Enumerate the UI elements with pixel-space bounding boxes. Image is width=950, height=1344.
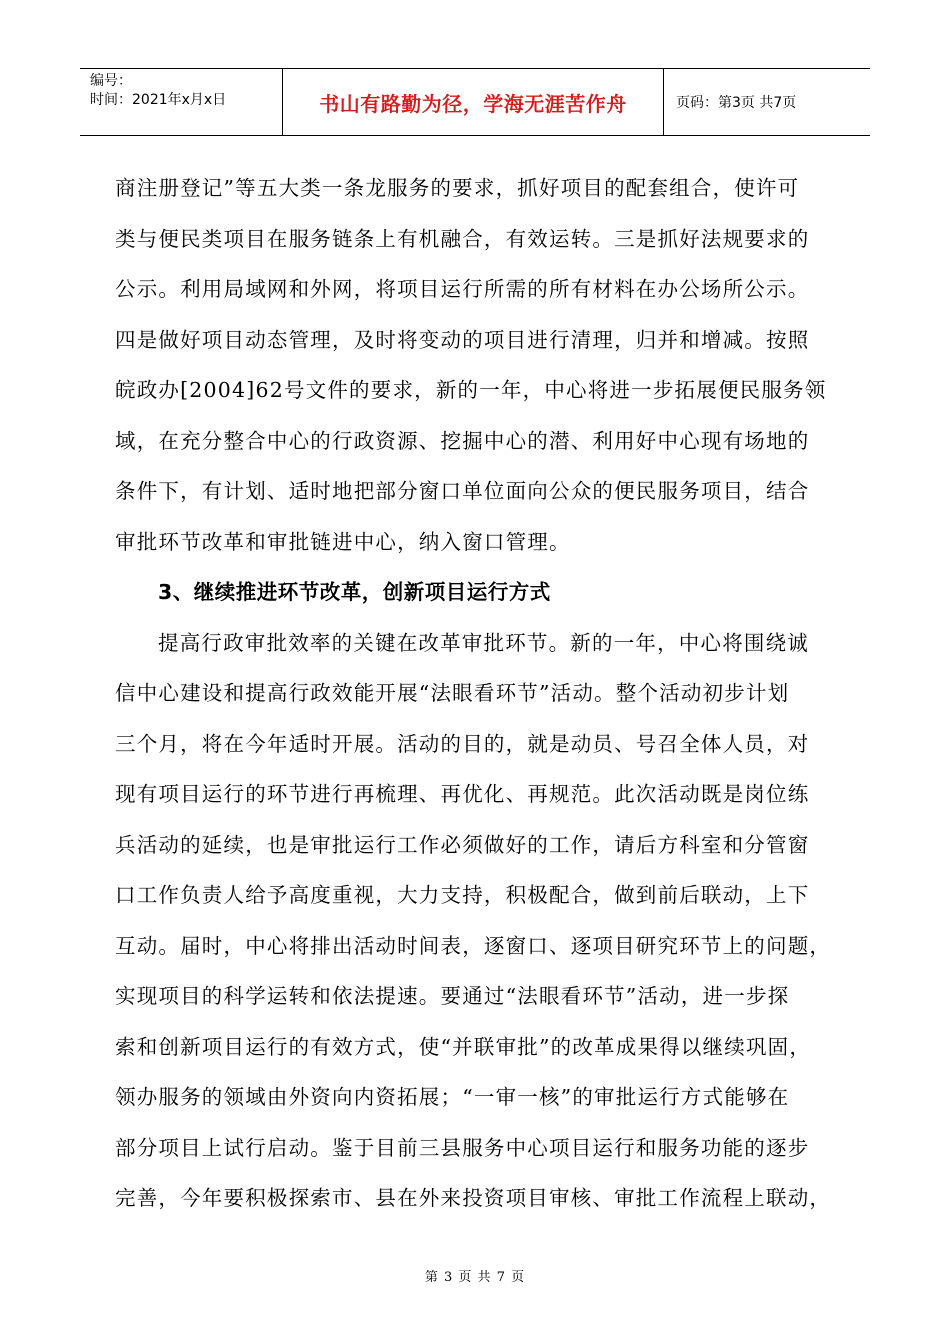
paragraph-line: 信中心建设和提高行政效能开展“法眼看环节”活动。整个活动初步计划: [115, 681, 790, 705]
paragraph-line: 完善，今年要积极探索市、县在外来投资项目审核、审批工作流程上联动，: [115, 1186, 832, 1210]
paragraph-line: 审批环节改革和审批链进中心，纳入窗口管理。: [115, 529, 571, 554]
motto-text: 书山有路勤为径，学海无涯苦作舟: [319, 91, 627, 116]
paragraph-line: 公示。利用局域网和外网，将项目运行所需的所有材料在办公场所公示。: [115, 277, 810, 301]
paragraph-line: 类与便民类项目在服务链条上有机融合，有效运转。三是抓好法规要求的: [115, 226, 810, 251]
doc-number-label: 编号：: [90, 73, 132, 89]
paragraph-line: 实现项目的科学运转和依法提速。要通过“法眼看环节”活动，进一步探: [115, 984, 790, 1008]
header-motto-cell: [283, 69, 664, 135]
paragraph-line: 部分项目上试行启动。鉴于目前三县服务中心项目运行和服务功能的逐步: [115, 1135, 810, 1160]
page-header: [80, 68, 870, 136]
footer-page-number: 第 3 页 共 7 页: [424, 1270, 526, 1285]
paragraph-line: 皖政办[2004]62号文件的要求，新的一年，中心将进一步拓展便民服务领: [115, 378, 827, 402]
paragraph-line: 现有项目运行的环节进行再梳理、再优化、再规范。此次活动既是岗位练: [115, 782, 810, 806]
document-body: [115, 168, 835, 1229]
page-info-text: 页码：第3页 共7页: [676, 95, 797, 111]
paragraph-line: 三个月，将在今年适时开展。活动的目的，就是动员、号召全体人员，对: [115, 731, 810, 756]
paragraph-line: 提高行政审批效率的关键在改革审批环节。新的一年，中心将围绕诚: [158, 630, 809, 655]
paragraph-line: 领办服务的领域由外资向内资拓展；“一审一核”的审批运行方式能够在: [115, 1085, 790, 1109]
paragraph-line: 域，在充分整合中心的行政资源、挖掘中心的潜、利用好中心现有场地的: [115, 428, 810, 453]
time-label: 时间：2021年x月x日: [90, 92, 227, 108]
page-footer: [0, 1266, 950, 1285]
paragraph-line: 条件下，有计划、适时地把部分窗口单位面向公众的便民服务项目，结合: [115, 479, 810, 503]
section-heading: 3、继续推进环节改革，创新项目运行方式: [158, 580, 551, 604]
paragraph-line: 索和创新项目运行的有效方式，使“并联审批”的改革成果得以继续巩固，: [115, 1034, 812, 1059]
paragraph-line: 兵活动的延续，也是审批运行工作必须做好的工作，请后方科室和分管窗: [115, 832, 810, 857]
paragraph-line: 互动。届时，中心将排出活动时间表，逐窗口、逐项目研究环节上的问题，: [115, 933, 832, 958]
header-meta: [80, 69, 283, 135]
header-page-info: [664, 69, 870, 135]
paragraph-line: 口工作负责人给予高度重视，大力支持，积极配合，做到前后联动，上下: [115, 883, 810, 907]
paragraph-line: 商注册登记”等五大类一条龙服务的要求，抓好项目的配套组合，使许可: [115, 176, 800, 200]
paragraph-line: 四是做好项目动态管理，及时将变动的项目进行清理，归并和增减。按照: [115, 327, 810, 352]
